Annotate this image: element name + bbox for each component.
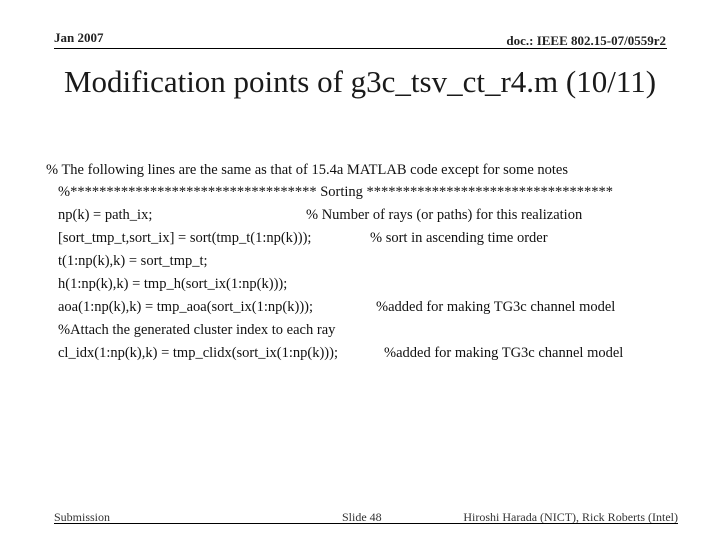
code-comment-1: % Number of rays (or paths) for this realization (306, 207, 583, 223)
code-line-2: [sort_tmp_t,sort_ix] = sort(tmp_t(1:np(k))); (58, 230, 312, 246)
code-comment-7: %added for making TG3c channel model (384, 345, 624, 361)
code-line-4: h(1:np(k),k) = tmp_h(sort_ix(1:np(k))); (58, 276, 288, 292)
slide-title: Modification points of g3c_tsv_ct_r4.m (10/11) (63, 64, 657, 99)
footer-authors: Hiroshi Harada (NICT), Rick Roberts (Intel) (463, 510, 678, 524)
code-comment-2: % sort in ascending time order (370, 230, 548, 246)
code-line-6: %Attach the generated cluster index to each ray (58, 322, 336, 338)
intro-comment: % The following lines are the same as that of 15.4a MATLAB code except for some notes (46, 162, 568, 178)
footer-slide-number: Slide 48 (342, 510, 382, 524)
code-comment-5: %added for making TG3c channel model (376, 299, 616, 315)
header-date: Jan 2007 (54, 30, 104, 45)
header-doc-id: doc.: IEEE 802.15-07/0559r2 (506, 33, 666, 48)
code-line-1: np(k) = path_ix; (58, 207, 153, 223)
footer-submission: Submission (54, 510, 111, 524)
header-divider (54, 48, 667, 49)
code-line-7: cl_idx(1:np(k),k) = tmp_clidx(sort_ix(1:np(k))); (58, 345, 338, 361)
code-line-5: aoa(1:np(k),k) = tmp_aoa(sort_ix(1:np(k))); (58, 299, 314, 315)
code-line-3: t(1:np(k),k) = sort_tmp_t; (58, 253, 208, 269)
sorting-banner: %********************************** Sorting ********************************** (58, 184, 614, 200)
footer-divider (54, 523, 678, 524)
